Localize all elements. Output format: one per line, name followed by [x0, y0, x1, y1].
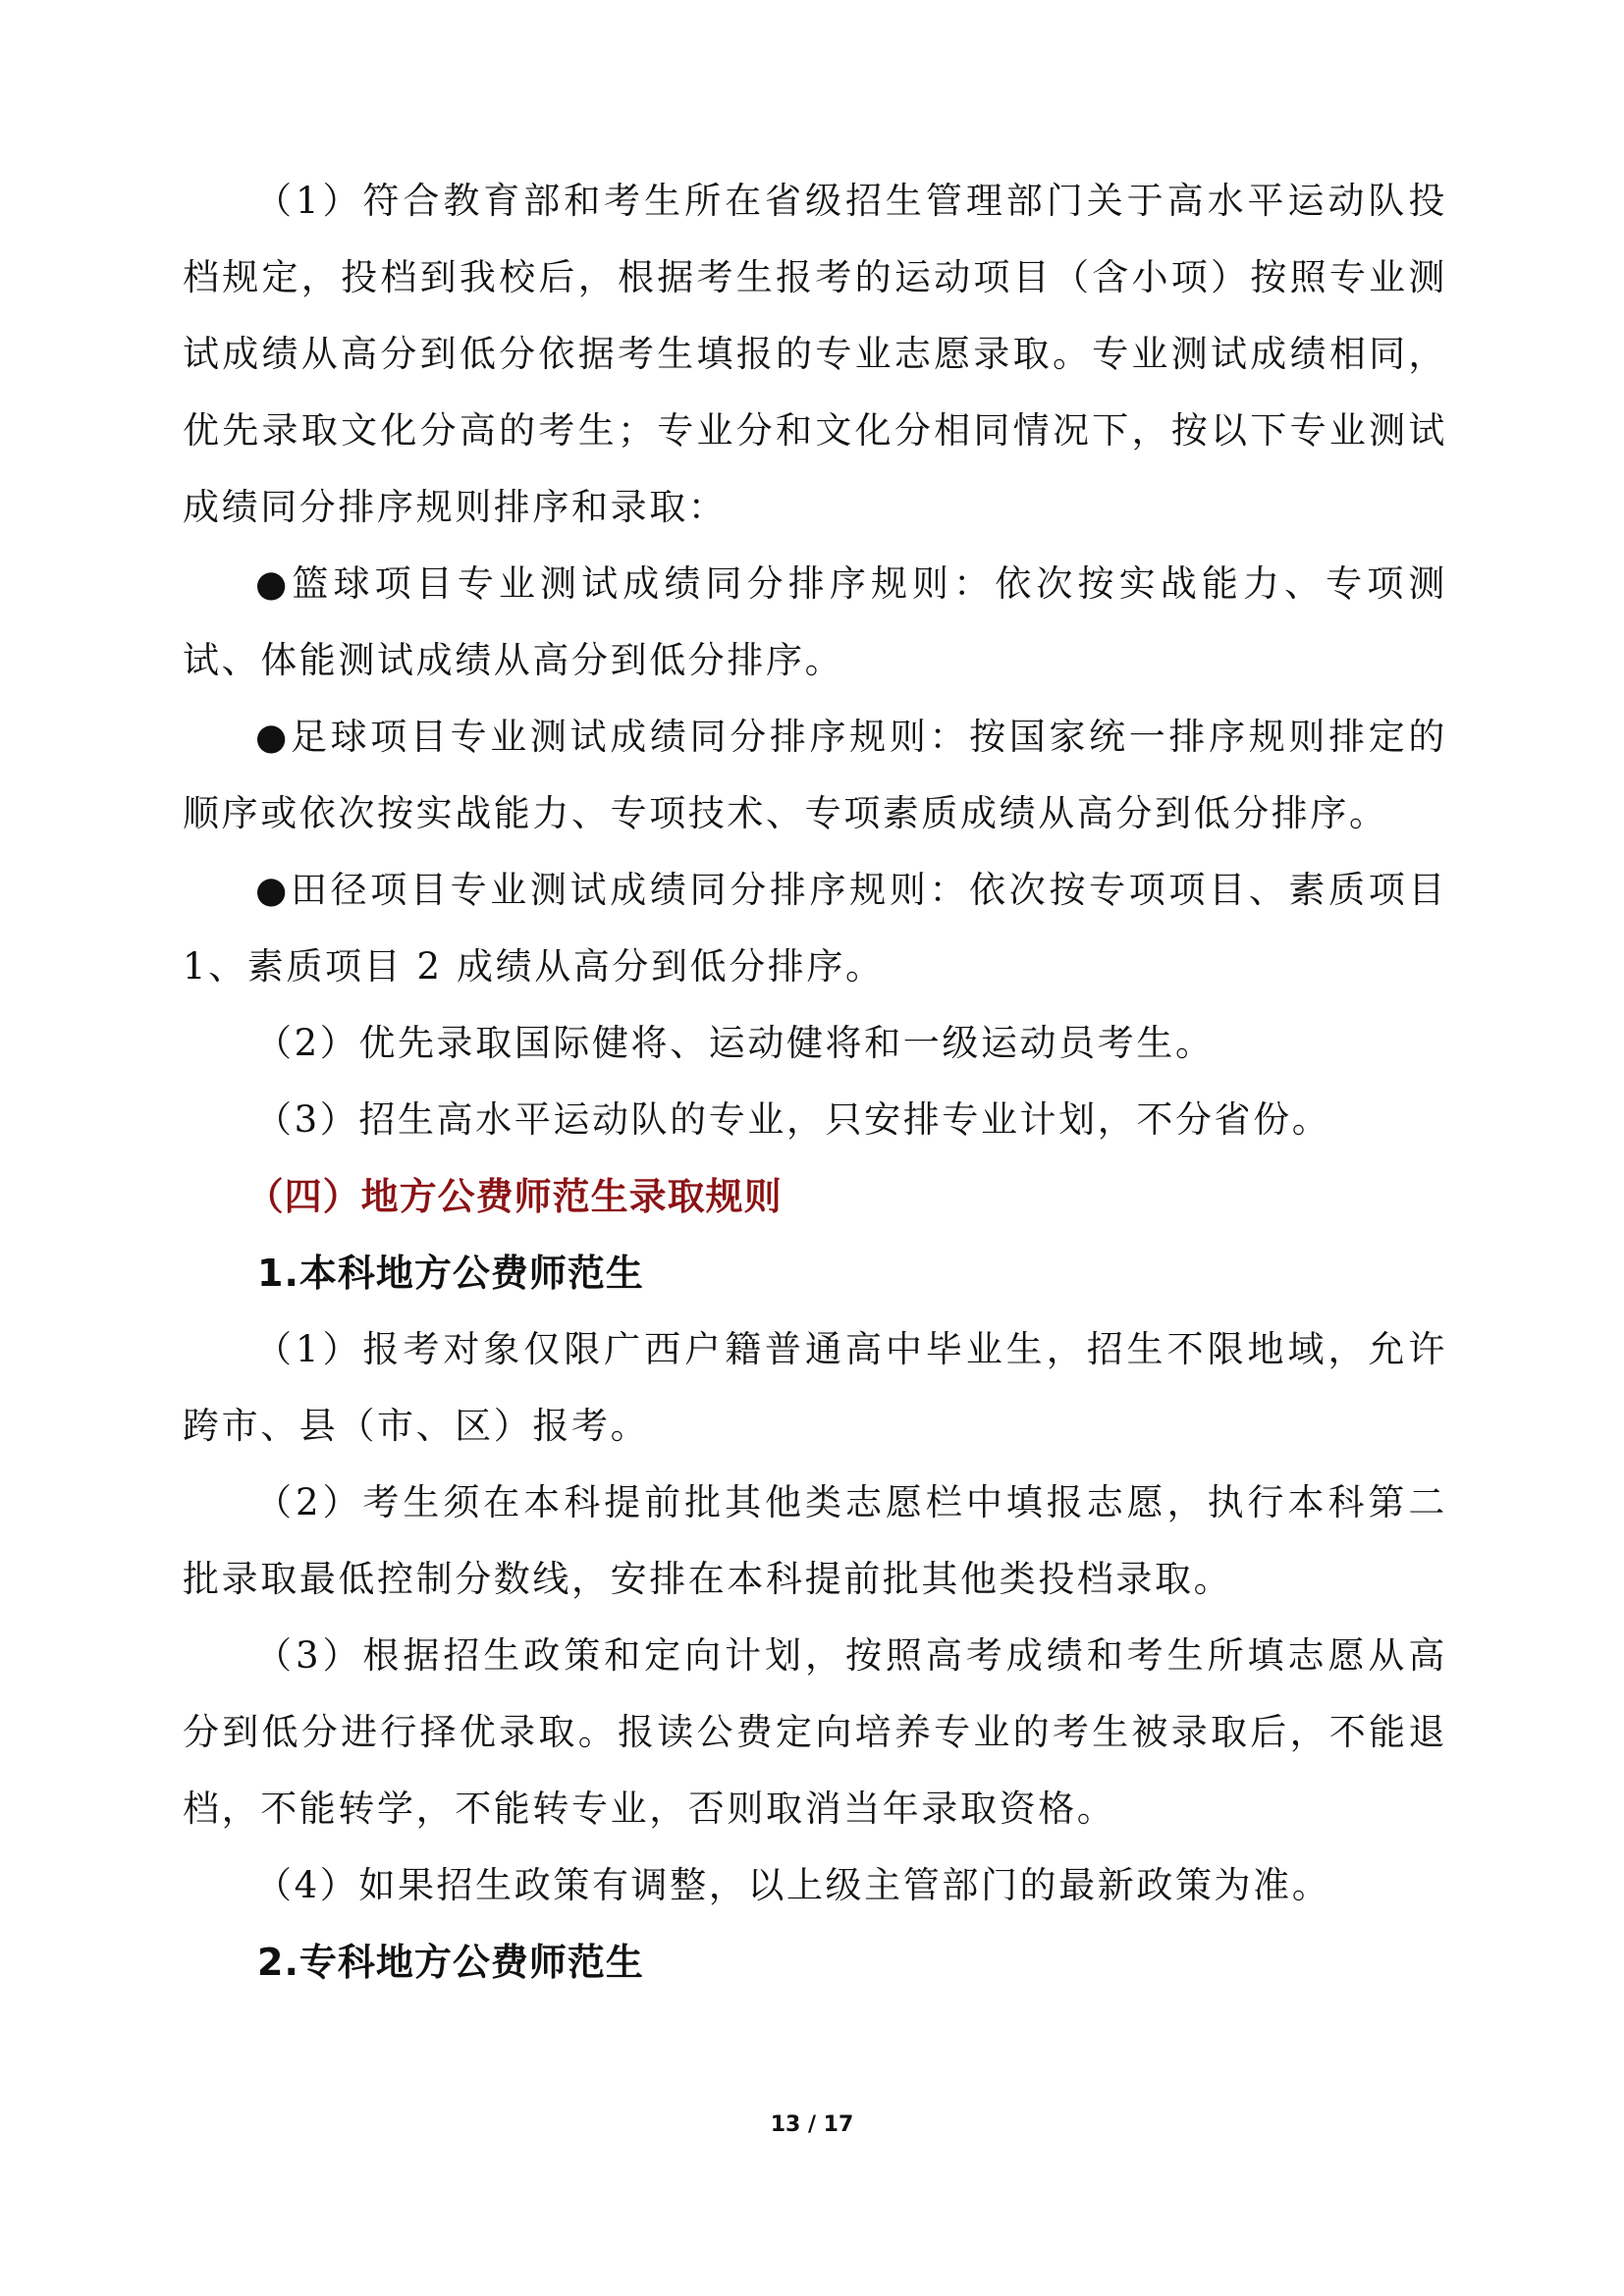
- undergraduate-item-4: （4）如果招生政策有调整，以上级主管部门的最新政策为准。: [255, 1864, 1331, 1906]
- undergraduate-item-2: （2）考生须在本科提前批其他类志愿栏中填报志愿，执行本科第二批录取最低控制分数线，安排在本科提前批其他类投档录取。: [183, 1481, 1447, 1600]
- bullet-basketball-rule: ●篮球项目专业测试成绩同分排序规则：依次按实战能力、专项测试、体能测试成绩从高分到低分排序。: [183, 562, 1447, 681]
- bullet-football-rule: ●足球项目专业测试成绩同分排序规则：按国家统一排序规则排定的顺序或依次按实战能力、专项技术、专项素质成绩从高分到低分排序。: [183, 716, 1447, 834]
- page-number: 13 / 17: [770, 2112, 854, 2137]
- paragraph-admission-rule-1: （1）符合教育部和考生所在省级招生管理部门关于高水平运动队投档规定，投档到我校后，根据考生报考的运动项目（含小项）按照专业测试成绩从高分到低分依据考生填报的专业志愿录取。专业测试成绩相同，优先录取文化分高的考生；专业分和文化分相同情况下，按以下专业测试成绩同分排序规则排序和录取：: [183, 180, 1447, 528]
- document-page: [183, 163, 1447, 2001]
- subheading-undergraduate: 1.本科地方公费师范生: [257, 1252, 644, 1295]
- bullet-track-rule: ●田径项目专业测试成绩同分排序规则：依次按专项项目、素质项目 1、素质项目 2 成绩从高分到低分排序。: [183, 869, 1447, 988]
- section-heading-public-funded-teachers: （四）地方公费师范生录取规则: [245, 1175, 783, 1218]
- subheading-junior-college: 2.专科地方公费师范生: [257, 1941, 644, 1984]
- paragraph-admission-rule-2: （2）优先录取国际健将、运动健将和一级运动员考生。: [255, 1022, 1215, 1064]
- paragraph-admission-rule-3: （3）招生高水平运动队的专业，只安排专业计划，不分省份。: [255, 1098, 1331, 1141]
- undergraduate-item-1: （1）报考对象仅限广西户籍普通高中毕业生，招生不限地域，允许跨市、县（市、区）报考。: [183, 1328, 1447, 1447]
- undergraduate-item-3: （3）根据招生政策和定向计划，按照高考成绩和考生所填志愿从高分到低分进行择优录取。报读公费定向培养专业的考生被录取后，不能退档，不能转学，不能转专业，否则取消当年录取资格。: [183, 1634, 1447, 1830]
